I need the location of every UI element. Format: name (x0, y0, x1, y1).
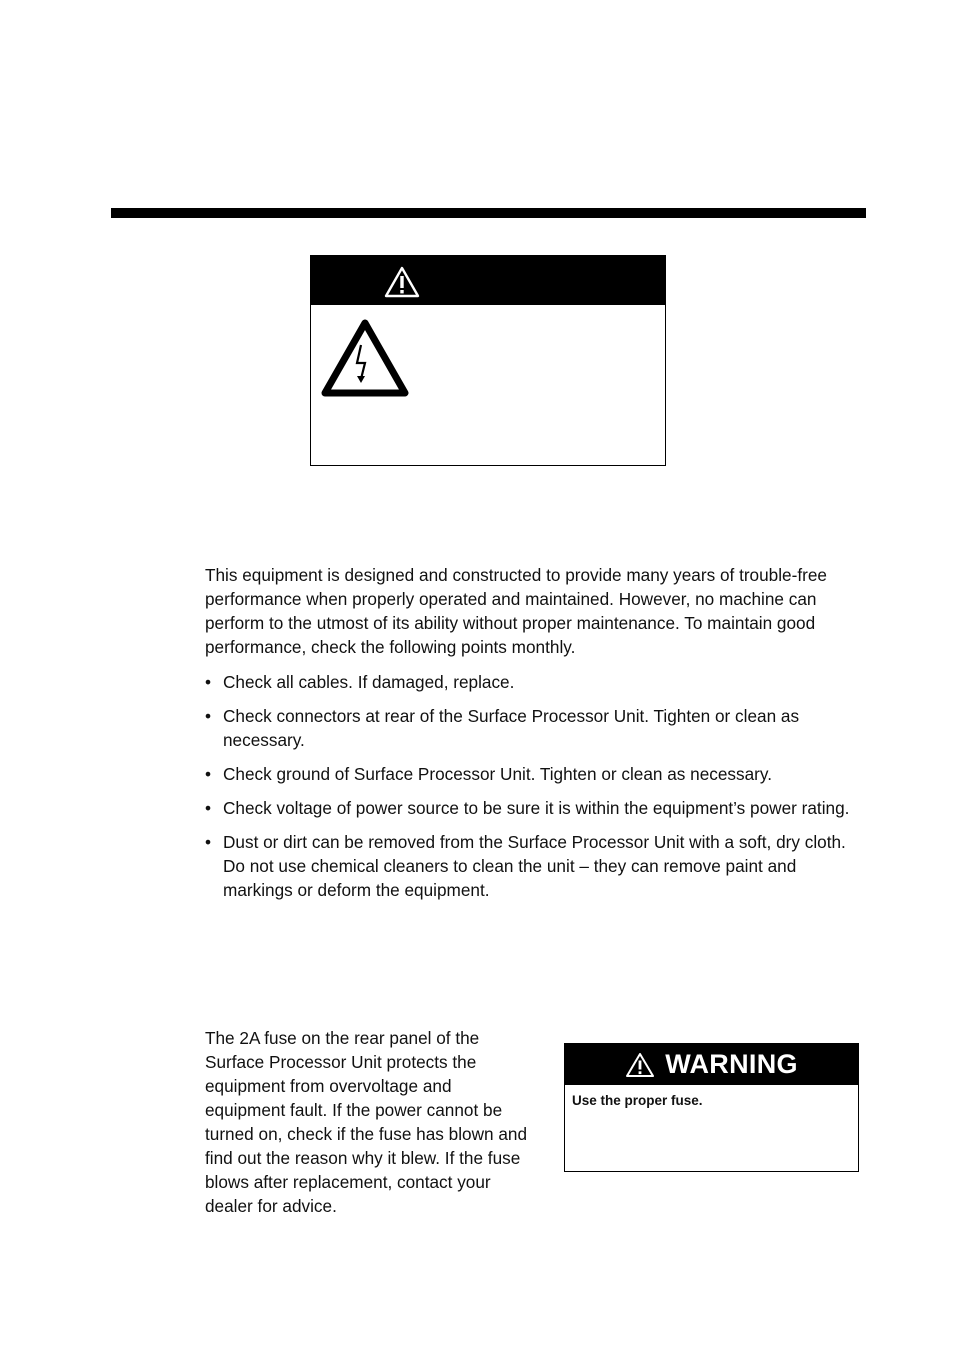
warning-triangle-icon (384, 266, 420, 298)
list-item: • Check voltage of power source to be sure it is within the equipment’s power rating. (205, 798, 850, 818)
list-item: • Check connectors at rear of the Surface Processor Unit. Tighten or clean as necessary. (205, 706, 800, 750)
warning-triangle-icon (625, 1052, 655, 1078)
list-item: • Check all cables. If damaged, replace. (205, 672, 515, 692)
safety-notice-header (311, 256, 665, 305)
bullet-icon: • (205, 798, 212, 818)
safety-notice-body (311, 305, 665, 465)
warning-box (564, 1043, 859, 1172)
warning-text: Use the proper fuse. (572, 1093, 703, 1108)
safety-notice-box (310, 255, 666, 466)
maintenance-checklist (205, 670, 855, 912)
list-item: • Dust or dirt can be removed from the Surface Processor Unit with a soft, dry cloth. Do not use chemical cleaners to clean the unit – they can remove paint and markings or deform the equipment. (205, 832, 846, 900)
bullet-icon: • (205, 672, 212, 692)
header-rule (111, 208, 866, 218)
bullet-icon: • (205, 706, 212, 726)
maintenance-intro: This equipment is designed and constructed to provide many years of trouble-free performance when properly operated and maintained. However, no machine can perform to the utmost of its ability without proper maintenance. To maintain good performance, check the following points monthly. (205, 565, 827, 657)
fuse-paragraph: The 2A fuse on the rear panel of the Surface Processor Unit protects the equipment from overvoltage and equipment fault. If the power cannot be turned on, check if the fuse has blown and find out the reason why it blew. If the fuse blows after replacement, contact your dealer for advice. (205, 1028, 527, 1216)
warning-header (565, 1044, 858, 1085)
bullet-icon: • (205, 764, 212, 784)
bullet-icon: • (205, 832, 212, 852)
warning-title: WARNING (665, 1049, 798, 1079)
list-item: • Check ground of Surface Processor Unit. Tighten or clean as necessary. (205, 764, 772, 784)
electric-shock-icon (321, 319, 409, 399)
